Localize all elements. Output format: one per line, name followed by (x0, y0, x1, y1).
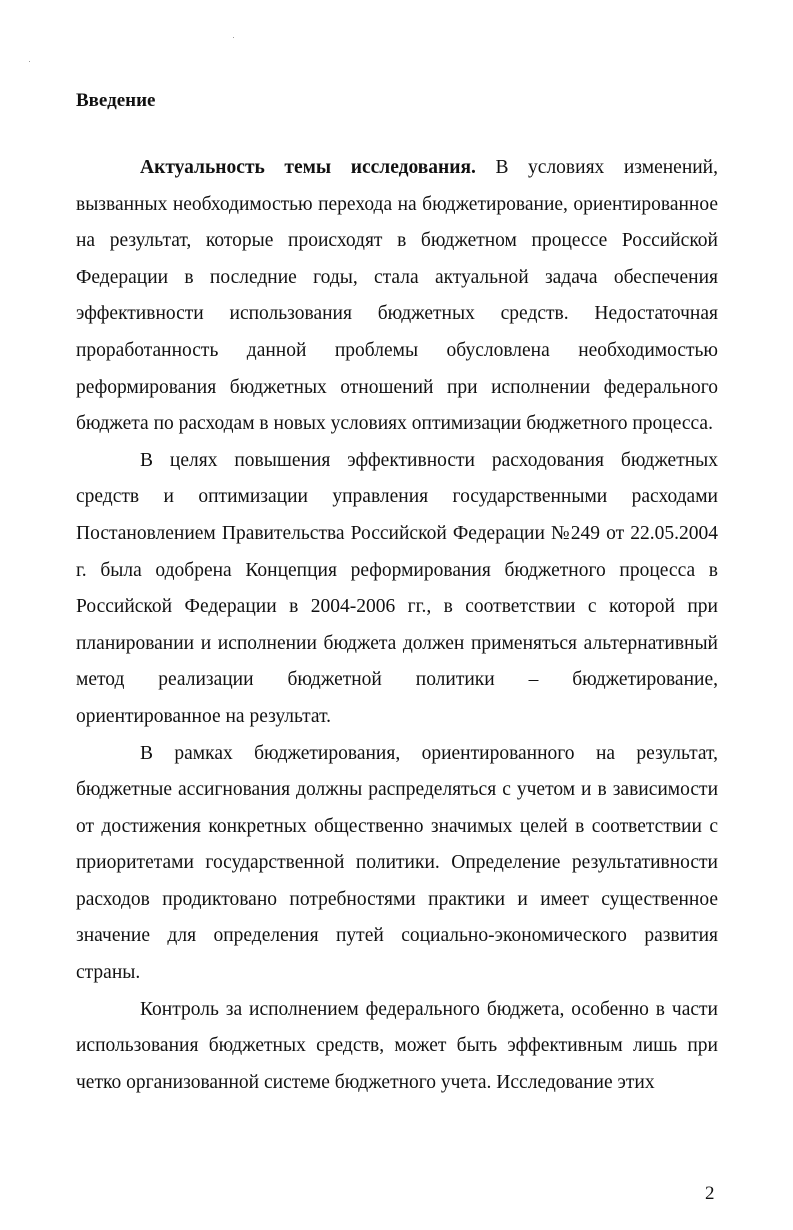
paragraph-lead: Актуальность темы исследования. (140, 157, 476, 178)
section-heading: Введение (76, 90, 156, 111)
body-text (76, 150, 718, 1101)
paragraph-concept: В целях повышения эффективности расходования бюджетных средств и оптимизации управления государственными расходами Постановлением Правительства Российской Федерации №249 от 22.05.2004 г. была одобрена Концепция реформирования бюджетного процесса в Российской Федерации в 2004-2006 гг., в соответствии с которой при планировании и исполнении бюджета должен применяться альтернативный метод реализации бюджетной политики – бюджетирование, ориентированное на результат. (76, 449, 718, 727)
scan-speck (29, 61, 30, 62)
scan-speck (233, 37, 234, 38)
paragraph-results: В рамках бюджетирования, ориентированного на результат, бюджетные ассигнования должны распределяться с учетом и в зависимости от достижения конкретных общественно значимых целей в соответствии с приоритетами государственной политики. Определение результативности расходов продиктовано потребностями практики и имеет существенное значение для определения путей социально-экономического развития страны. (76, 742, 718, 984)
paragraph-relevance (76, 150, 718, 443)
page-number: 2 (705, 1183, 715, 1204)
paragraph-control: Контроль за исполнением федерального бюджета, особенно в части использования бюджетных средств, может быть эффективным лишь при четко организованной системе бюджетного учета. Исследование этих (76, 998, 718, 1093)
paragraph-text: В условиях изменений, вызванных необходимостью перехода на бюджетирование, ориентированное на результат, которые происходят в бюджетном процессе Российской Федерации в последние годы, стала актуальной задача обеспечения эффективности использования бюджетных средств. Недостаточная проработанность данной проблемы обусловлена необходимостью реформирования бюджетных отношений при исполнении федерального бюджета по расходам в новых условиях оптимизации бюджетного процесса. (76, 157, 718, 435)
